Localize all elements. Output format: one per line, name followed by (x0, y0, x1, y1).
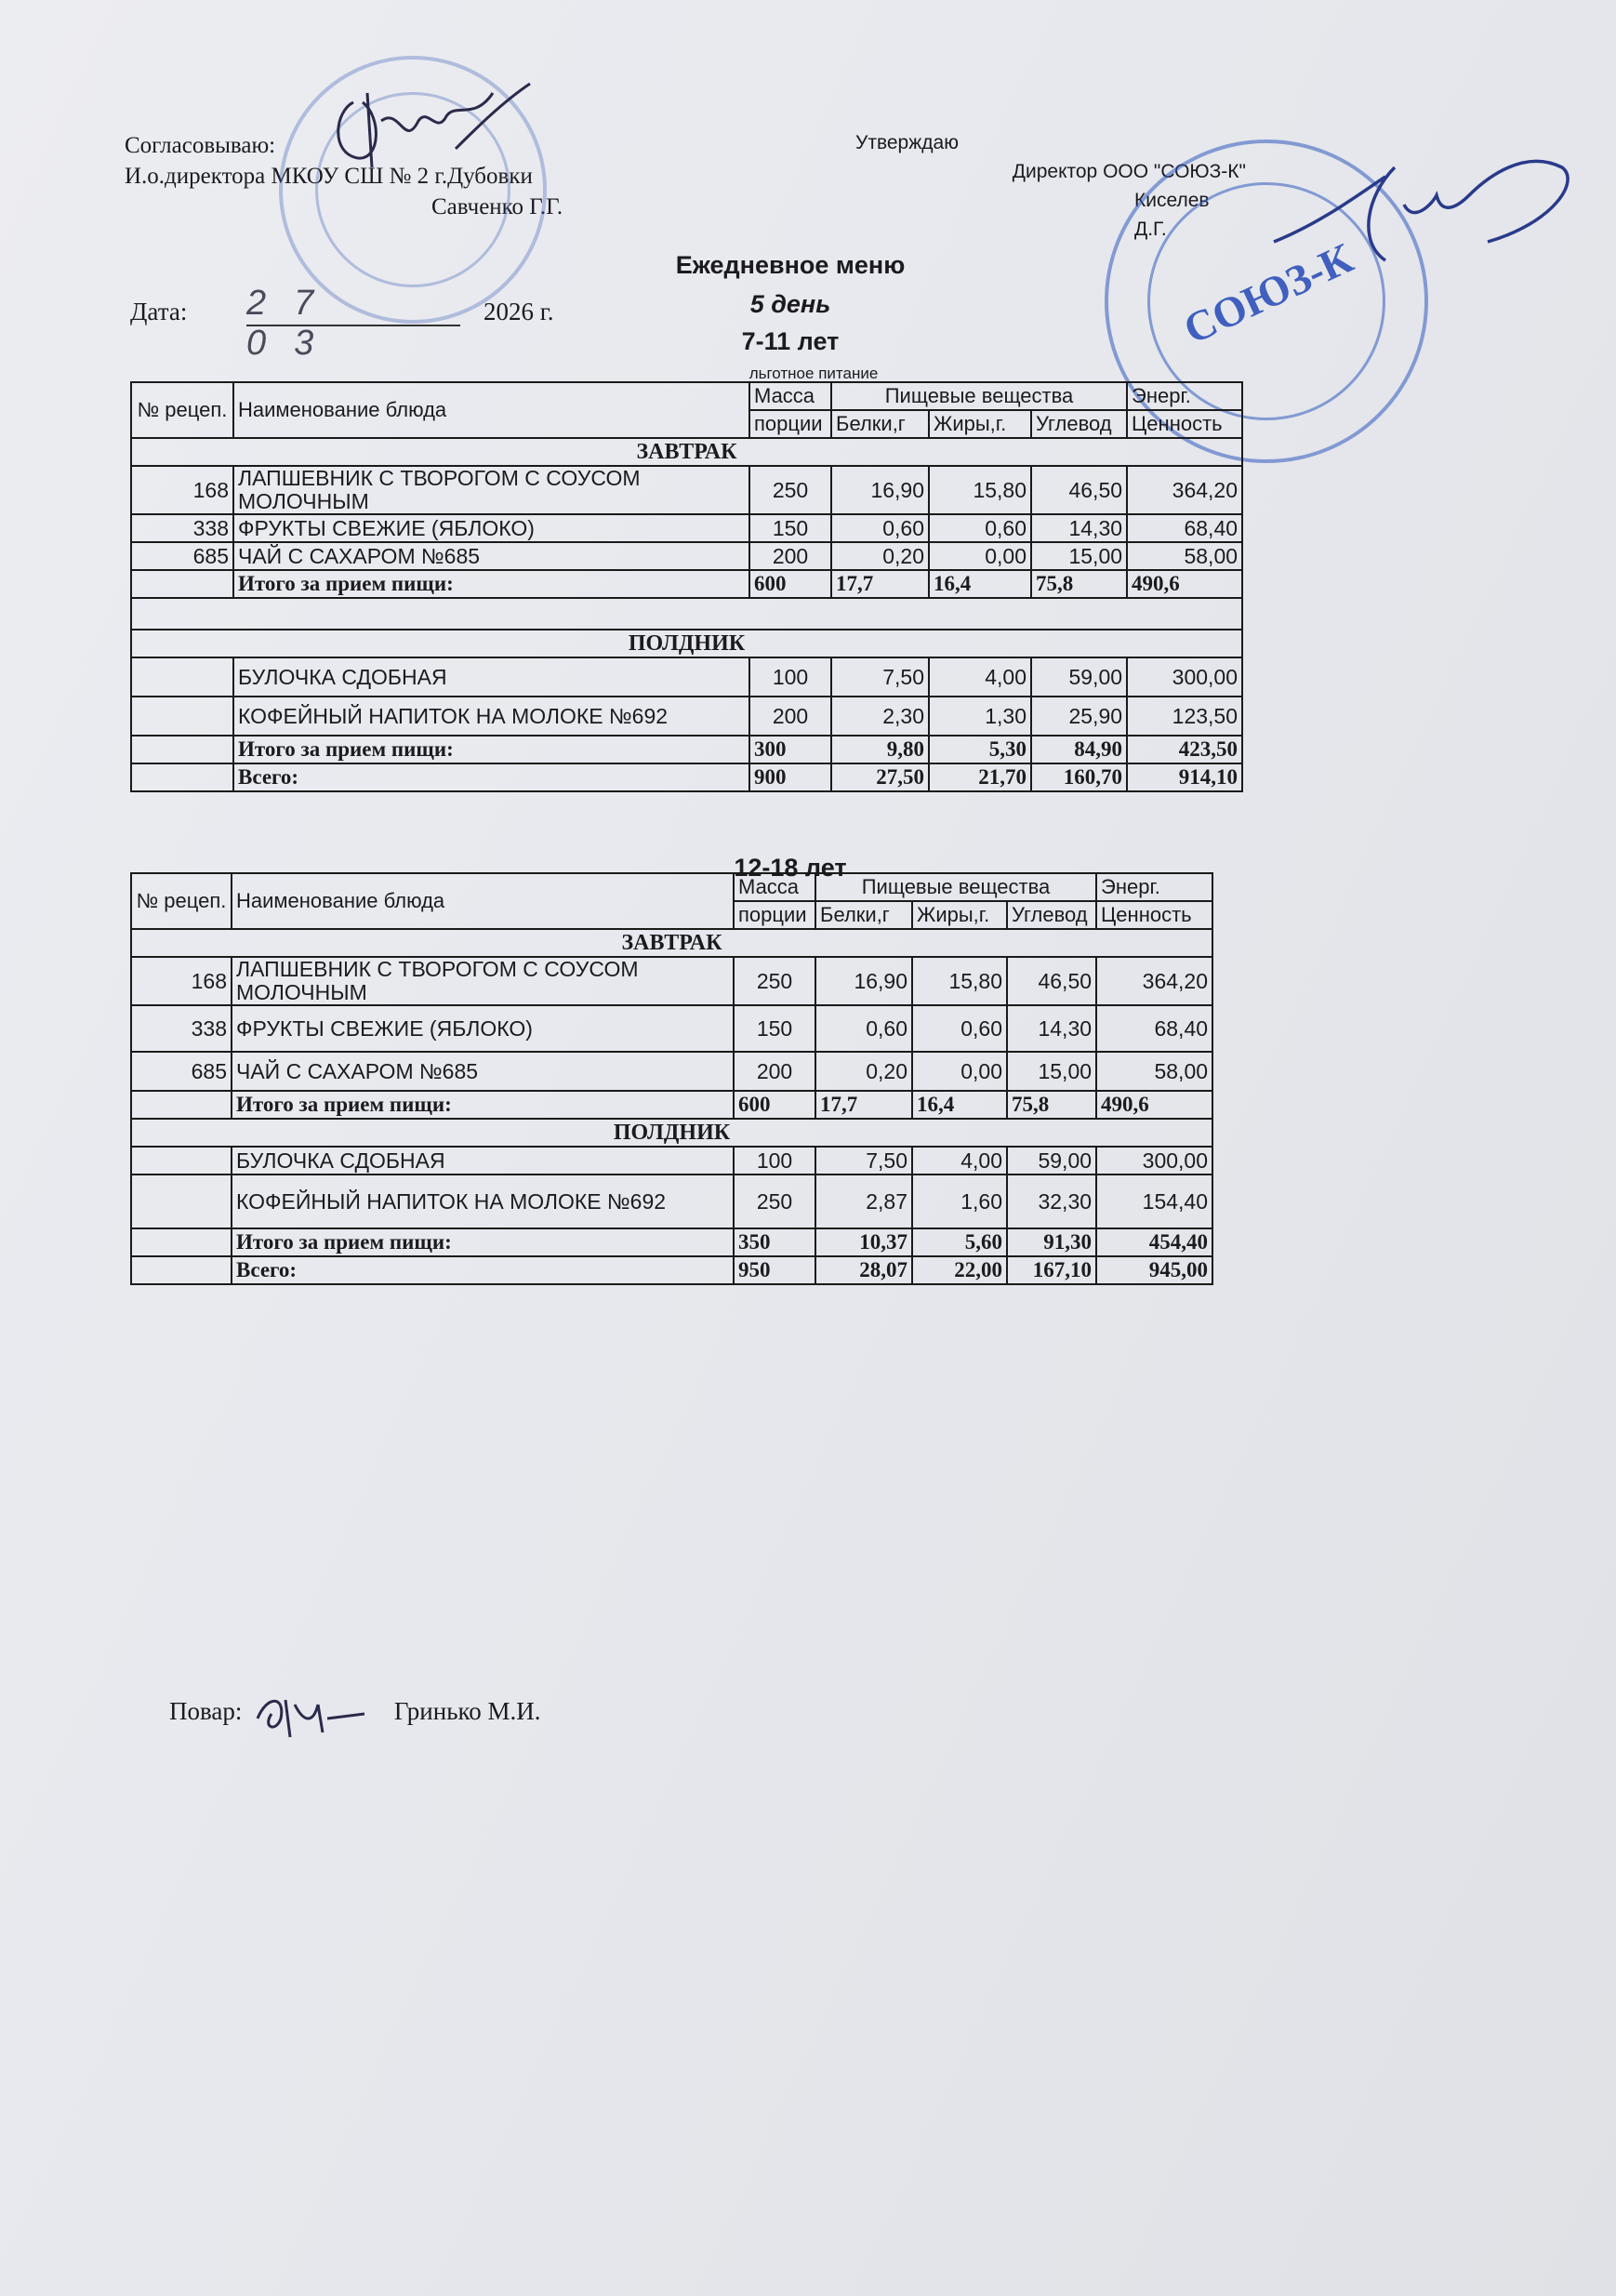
section-row-snack (131, 1119, 1212, 1147)
protein: 0,20 (831, 542, 929, 570)
protein: 0,60 (815, 1005, 912, 1052)
fat: 1,60 (912, 1175, 1007, 1228)
grand-total-label: Всего: (232, 1256, 734, 1284)
protein: 16,90 (815, 957, 912, 1005)
dish-name: КОФЕЙНЫЙ НАПИТОК НА МОЛОКЕ №692 (233, 697, 749, 736)
protein: 0,60 (831, 514, 929, 542)
col-protein: Белки,г (831, 410, 929, 438)
recipe-num: 168 (131, 466, 233, 514)
dish-name: БУЛОЧКА СДОБНАЯ (232, 1147, 734, 1175)
recipe-num (131, 697, 233, 736)
dish-name: БУЛОЧКА СДОБНАЯ (233, 657, 749, 697)
subtotal-label: Итого за прием пищи: (233, 736, 749, 763)
col-recipe-num: № рецеп. (131, 382, 233, 438)
energy: 490,6 (1096, 1091, 1212, 1119)
cook-signature (248, 1686, 369, 1742)
cook-name: Гринько М.И. (393, 1697, 541, 1726)
energy: 364,20 (1127, 466, 1242, 514)
fat: 16,4 (929, 570, 1031, 598)
mass: 200 (749, 542, 831, 570)
table-row (131, 1175, 1212, 1228)
col-dish-name: Наименование блюда (232, 873, 734, 929)
fat: 21,70 (929, 763, 1031, 791)
dish-name: ЛАПШЕВНИК С ТВОРОГОМ С СОУСОМ МОЛОЧНЫМ (233, 466, 749, 514)
energy: 364,20 (1096, 957, 1212, 1005)
recipe-num: 338 (131, 1005, 232, 1052)
col-energy: Энерг. (1127, 382, 1242, 410)
grand-total-row (131, 1256, 1212, 1284)
section-row-breakfast (131, 929, 1212, 957)
fat: 4,00 (929, 657, 1031, 697)
col-fat: Жиры,г. (929, 410, 1031, 438)
col-mass-unit: порции (749, 410, 831, 438)
carb: 59,00 (1031, 657, 1127, 697)
recipe-num: 685 (131, 542, 233, 570)
section-title: ПОЛДНИК (131, 630, 1242, 657)
carb: 14,30 (1007, 1005, 1096, 1052)
menu-table-12-18 (130, 872, 1213, 1285)
subtotal-row (131, 1228, 1212, 1256)
table-row (131, 1052, 1212, 1091)
recipe-num (131, 1147, 232, 1175)
col-nutrients: Пищевые вещества (831, 382, 1127, 410)
col-energy: Энерг. (1096, 873, 1212, 901)
carb: 59,00 (1007, 1147, 1096, 1175)
mass: 600 (734, 1091, 815, 1119)
approved-position: Директор ООО "СОЮЗ-К" (1012, 161, 1246, 182)
energy: 68,40 (1096, 1005, 1212, 1052)
carb: 167,10 (1007, 1256, 1096, 1284)
table-header-row (131, 873, 1212, 901)
section-row-breakfast (131, 438, 1242, 466)
dish-name: КОФЕЙНЫЙ НАПИТОК НА МОЛОКЕ №692 (232, 1175, 734, 1228)
company-stamp-text: СОЮЗ-К (1176, 233, 1360, 353)
date-label: Дата: (130, 298, 188, 325)
menu-title: Ежедневное меню (675, 251, 906, 279)
protein: 0,20 (815, 1052, 912, 1091)
subtotal-label: Итого за прием пищи: (232, 1228, 734, 1256)
carb: 15,00 (1031, 542, 1127, 570)
mass: 900 (749, 763, 831, 791)
approval-person: Савченко Г.Г. (431, 194, 563, 219)
col-fat: Жиры,г. (912, 901, 1007, 929)
energy: 300,00 (1096, 1147, 1212, 1175)
fat: 22,00 (912, 1256, 1007, 1284)
dish-name: ФРУКТЫ СВЕЖИЕ (ЯБЛОКО) (232, 1005, 734, 1052)
protein: 17,7 (831, 570, 929, 598)
fat: 5,60 (912, 1228, 1007, 1256)
carb: 84,90 (1031, 736, 1127, 763)
carb: 160,70 (1031, 763, 1127, 791)
spacer-row (131, 598, 1242, 630)
energy: 154,40 (1096, 1175, 1212, 1228)
fat: 15,80 (929, 466, 1031, 514)
energy: 68,40 (1127, 514, 1242, 542)
approved-label: Утверждаю (855, 132, 959, 153)
dish-name: ЧАЙ С САХАРОМ №685 (232, 1052, 734, 1091)
dish-name: ФРУКТЫ СВЕЖИЕ (ЯБЛОКО) (233, 514, 749, 542)
recipe-num: 338 (131, 514, 233, 542)
recipe-num (131, 1175, 232, 1228)
menu-table-7-11 (130, 381, 1243, 792)
col-energy-unit: Ценность (1127, 410, 1242, 438)
energy: 58,00 (1127, 542, 1242, 570)
subtotal-label: Итого за прием пищи: (233, 570, 749, 598)
mass: 250 (734, 1175, 815, 1228)
grand-total-label: Всего: (233, 763, 749, 791)
mass: 350 (734, 1228, 815, 1256)
protein: 10,37 (815, 1228, 912, 1256)
col-mass: Масса (749, 382, 831, 410)
approval-position: И.о.директора МКОУ СШ № 2 г.Дубовки (125, 164, 533, 189)
fat: 0,00 (929, 542, 1031, 570)
col-mass: Масса (734, 873, 815, 901)
carb: 25,90 (1031, 697, 1127, 736)
protein: 7,50 (815, 1147, 912, 1175)
subtotal-row (131, 1091, 1212, 1119)
energy: 490,6 (1127, 570, 1242, 598)
protein: 27,50 (831, 763, 929, 791)
subtotal-row (131, 736, 1242, 763)
dish-name: ЛАПШЕВНИК С ТВОРОГОМ С СОУСОМ МОЛОЧНЫМ (232, 957, 734, 1005)
fat: 0,60 (912, 1005, 1007, 1052)
energy: 58,00 (1096, 1052, 1212, 1091)
cook-label: Повар: (169, 1697, 243, 1726)
protein: 7,50 (831, 657, 929, 697)
mass: 950 (734, 1256, 815, 1284)
table-subtitle: льготное питание (748, 365, 879, 382)
age-group-title: 7-11 лет (741, 327, 840, 355)
mass: 150 (734, 1005, 815, 1052)
mass: 200 (734, 1052, 815, 1091)
carb: 15,00 (1007, 1052, 1096, 1091)
fat: 1,30 (929, 697, 1031, 736)
subtotal-row (131, 570, 1242, 598)
table-row (131, 1147, 1212, 1175)
carb: 46,50 (1031, 466, 1127, 514)
col-nutrients: Пищевые вещества (815, 873, 1096, 901)
date-year: 2026 г. (483, 298, 554, 325)
subtotal-label: Итого за прием пищи: (232, 1091, 734, 1119)
section-title: ПОЛДНИК (131, 1119, 1212, 1147)
table-row (131, 1005, 1212, 1052)
table-row (131, 657, 1242, 697)
energy: 914,10 (1127, 763, 1242, 791)
fat: 0,00 (912, 1052, 1007, 1091)
energy: 454,40 (1096, 1228, 1212, 1256)
fat: 4,00 (912, 1147, 1007, 1175)
age-group-title: 12-18 лет (734, 854, 847, 882)
director-signature (316, 65, 539, 186)
carb: 32,30 (1007, 1175, 1096, 1228)
col-mass-unit: порции (734, 901, 815, 929)
menu-day: 5 день (749, 290, 831, 318)
energy: 423,50 (1127, 736, 1242, 763)
mass: 150 (749, 514, 831, 542)
carb: 91,30 (1007, 1228, 1096, 1256)
mass: 600 (749, 570, 831, 598)
protein: 28,07 (815, 1256, 912, 1284)
fat: 15,80 (912, 957, 1007, 1005)
carb: 75,8 (1031, 570, 1127, 598)
section-title: ЗАВТРАК (131, 929, 1212, 957)
carb: 14,30 (1031, 514, 1127, 542)
mass: 200 (749, 697, 831, 736)
fat: 16,4 (912, 1091, 1007, 1119)
energy: 300,00 (1127, 657, 1242, 697)
protein: 17,7 (815, 1091, 912, 1119)
mass: 250 (734, 957, 815, 1005)
protein: 16,90 (831, 466, 929, 514)
col-energy-unit: Ценность (1096, 901, 1212, 929)
mass: 100 (734, 1147, 815, 1175)
company-director-signature (1246, 139, 1599, 298)
col-carb: Углевод (1031, 410, 1127, 438)
recipe-num: 168 (131, 957, 232, 1005)
date-value: 27 03 (246, 284, 460, 326)
col-protein: Белки,г (815, 901, 912, 929)
energy: 945,00 (1096, 1256, 1212, 1284)
mass: 100 (749, 657, 831, 697)
grand-total-row (131, 763, 1242, 791)
col-recipe-num: № рецеп. (131, 873, 232, 929)
mass: 300 (749, 736, 831, 763)
recipe-num (131, 657, 233, 697)
table-row (131, 466, 1242, 514)
table-row (131, 697, 1242, 736)
table-row (131, 542, 1242, 570)
protein: 2,87 (815, 1175, 912, 1228)
table-row (131, 957, 1212, 1005)
protein: 2,30 (831, 697, 929, 736)
carb: 75,8 (1007, 1091, 1096, 1119)
cook-line (169, 1686, 541, 1742)
section-row-snack (131, 630, 1242, 657)
table-header-row (131, 382, 1242, 410)
fat: 5,30 (929, 736, 1031, 763)
carb: 46,50 (1007, 957, 1096, 1005)
dish-name: ЧАЙ С САХАРОМ №685 (233, 542, 749, 570)
recipe-num: 685 (131, 1052, 232, 1091)
col-dish-name: Наименование блюда (233, 382, 749, 438)
fat: 0,60 (929, 514, 1031, 542)
approved-person: Киселев Д.Г. (1134, 190, 1210, 240)
mass: 250 (749, 466, 831, 514)
section-title: ЗАВТРАК (131, 438, 1242, 466)
energy: 123,50 (1127, 697, 1242, 736)
approval-label: Согласовываю: (125, 133, 276, 158)
col-carb: Углевод (1007, 901, 1096, 929)
protein: 9,80 (831, 736, 929, 763)
table-row (131, 514, 1242, 542)
